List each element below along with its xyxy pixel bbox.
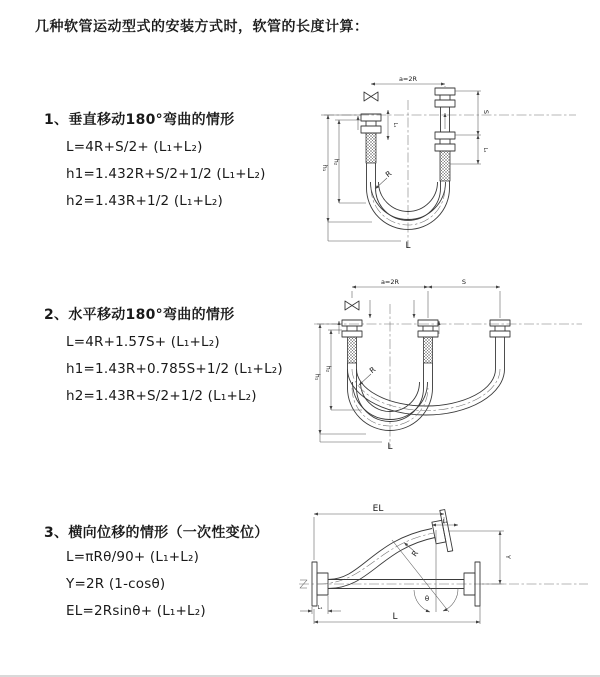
section-2-formula-L: L=4R+1.57S+ (L₁+L₂) [66,334,220,350]
section-2-formula-h1: h1=1.43R+0.785S+1/2 (L₁+L₂) [66,361,283,377]
dim-label-el: EL [372,504,384,514]
radius-leader [359,374,371,385]
dim-label-l2: L₂ [442,519,448,525]
right-flange-upper [435,88,455,107]
diagram-vertical-180-bend [308,70,590,257]
hose-assembly [342,301,510,431]
dim-label-r: R [367,364,378,376]
section-3-formula-L: L=πRθ/90+ (L₁+L₂) [66,549,200,565]
valve-icon [345,301,359,310]
dimensions [300,514,504,624]
dimensions [321,84,481,241]
dim-label-s: S [482,109,490,115]
diagram-horizontal-180-bend [306,274,593,454]
dim-label-h2: h₂ [324,365,333,373]
dim-label-l: L [405,241,411,251]
middle-flange [418,320,438,337]
centerlines [299,533,588,584]
section-3-formula-EL: EL=2Rsinθ+ (L₁+L₂) [66,603,206,619]
dim-label-h2: h₂ [332,158,341,166]
dim-label-r: R [383,168,394,180]
section-1-formula-h1: h1=1.432R+S/2+1/2 (L₁+L₂) [66,166,266,182]
left-flange [342,320,362,337]
section-2-heading: 2、水平移动180°弯曲的情形 [44,307,235,323]
dim-label-a2r: a=2R [380,278,400,286]
section-1-heading: 1、垂直移动180°弯曲的情形 [44,112,235,128]
page-title: 几种软管运动型式的安装方式时，软管的长度计算： [35,19,369,35]
section-1-formula-L: L=4R+S/2+ (L₁+L₂) [66,139,203,155]
dim-label-s: S [461,278,467,286]
section-1-formula-h2: h2=1.43R+1/2 (L₁+L₂) [66,193,223,209]
dim-label-y: Y [504,555,512,559]
flange-displaced-position [430,510,453,554]
left-braid-section [366,133,376,163]
left-flange [361,114,381,133]
dim-label-h1: h₁ [321,164,329,172]
right-flange-lower [435,132,455,151]
wide-u-center-arc [352,369,500,411]
dim-label-r: R [409,548,421,559]
radius-leader [375,178,387,189]
diagram-lateral-displacement [296,500,595,650]
middle-braid-section [424,337,433,363]
right-flange [490,320,510,337]
dim-label-l: L [392,612,398,622]
hose-assembly [300,510,480,606]
dim-label-h1: h₁ [313,373,322,381]
valve-icon [364,92,378,101]
section-2-formula-h2: h2=1.43R+S/2+1/2 (L₁+L₂) [66,388,257,404]
dim-label-l: L [387,442,393,452]
right-braid-section [440,151,450,181]
section-3-formula-Y: Y=2R (1-cosθ) [66,576,166,592]
dim-label-l2: L₂ [482,147,488,153]
left-braid-section [348,337,357,363]
section-3-heading: 3、横向位移的情形（一次性变位） [44,525,269,541]
dimensions [317,287,500,442]
dim-label-a2r: a=2R [398,75,418,83]
dim-label-theta: θ [424,595,430,603]
dim-label-l1: L₁ [392,122,398,128]
hose-displaced-bottom-edge [328,538,435,589]
dim-label-l1: L₁ [317,605,323,611]
